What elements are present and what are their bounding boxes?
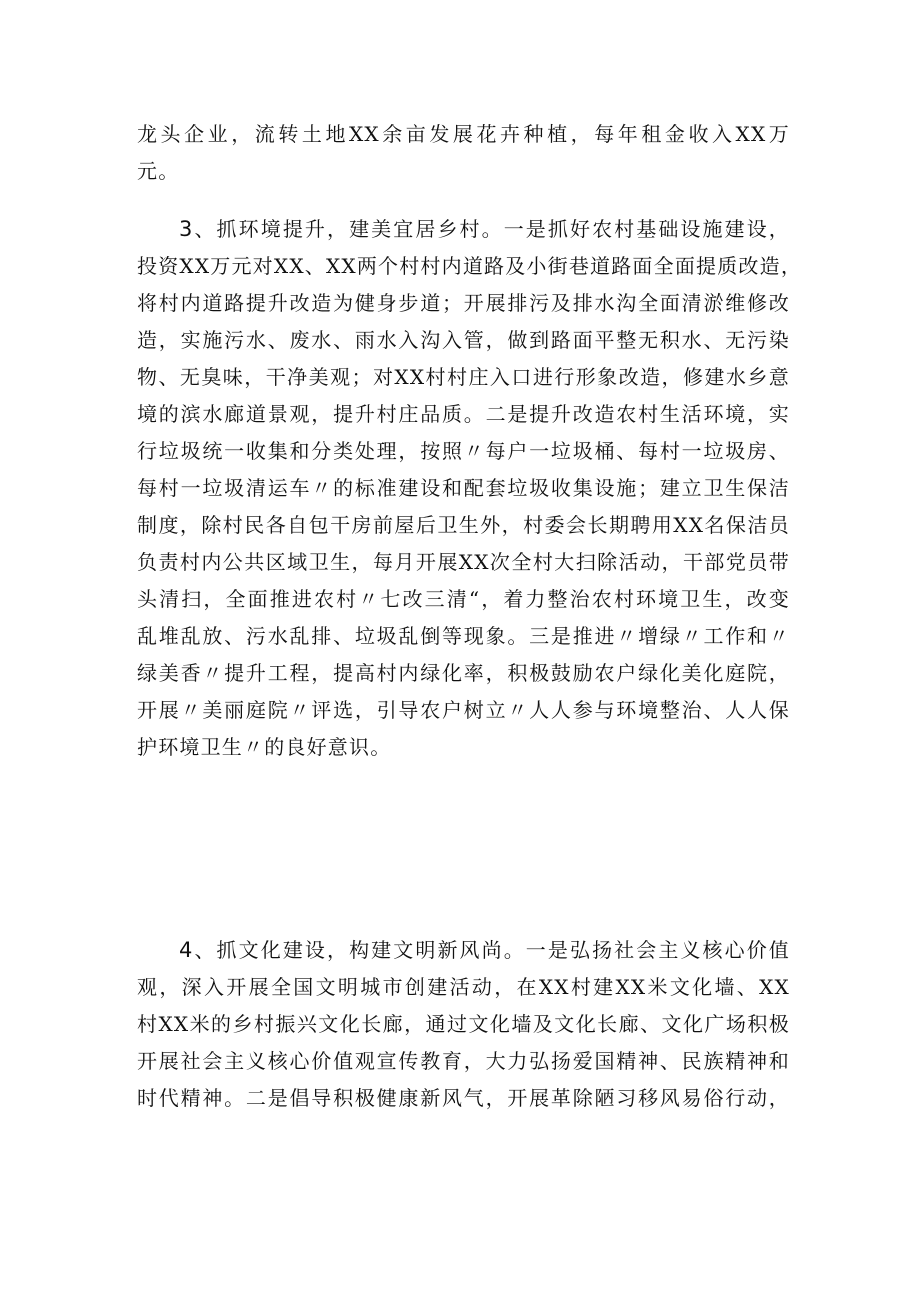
text-line: 护环境卫生〃的良好意识。 <box>137 735 392 759</box>
text-line: 行垃圾统一收集和分类处理，按照〃每户一垃圾桶、每村一垃圾房、 <box>137 439 790 463</box>
text-line: 元。 <box>137 159 180 183</box>
text-line: 将村内道路提升改造为健身步道；开展排污及排水沟全面清淤维修改 <box>137 291 790 315</box>
text-line: 投资XX万元对XX、XX两个村村内道路及小街巷道路面全面提质改造， <box>137 254 803 278</box>
text-line: 3、抓环境提升，建美宜居乡村。一是抓好农村基础设施建设， <box>179 217 790 241</box>
text-line: 开展社会主义核心价值观宣传教育，大力弘扬爱国精神、民族精神和 <box>137 1049 790 1073</box>
paragraph-4 <box>137 932 790 1117</box>
text-line: 每村一垃圾清运车〃的标准建设和配套垃圾收集设施；建立卫生保洁 <box>137 476 790 500</box>
paragraph-number: 4 <box>179 938 194 962</box>
text-line: 时代精神。二是倡导积极健康新风气，开展革除陋习移风易俗行动， <box>137 1086 790 1110</box>
text-line: 头清扫，全面推进农村〃七改三清“，着力整治农村环境卫生，改变 <box>137 587 790 611</box>
text-line: 绿美香〃提升工程，提高村内绿化率，积极鼓励农户绿化美化庭院， <box>137 661 790 685</box>
text-line: 境的滨水廊道景观，提升村庄品质。二是提升改造农村生活环境，实 <box>137 402 790 426</box>
text-line: 4、抓文化建设，构建文明新风尚。一是弘扬社会主义核心价值 <box>179 938 790 962</box>
text-line: 观，深入开展全国文明城市创建活动，在XX村建XX米文化墙、XX <box>137 975 790 999</box>
text-line: 物、无臭味，干净美观；对XX村村庄入口进行形象改造，修建水乡意 <box>137 365 790 389</box>
text-line: 制度，除村民各自包干房前屋后卫生外，村委会长期聘用XX名保洁员 <box>137 513 790 537</box>
paragraph-number: 3 <box>179 217 194 241</box>
text-line: 龙头企业，流转土地XX余亩发展花卉种植，每年租金收入XX万 <box>137 122 790 146</box>
paragraph-continued <box>137 116 790 190</box>
text-line: 负责村内公共区域卫生，每月开展XX次全村大扫除活动，干部党员带 <box>137 550 790 574</box>
text-line: 造，实施污水、废水、雨水入沟入管，做到路面平整无积水、无污染 <box>137 328 790 352</box>
text-line: 乱堆乱放、污水乱排、垃圾乱倒等现象。三是推进〃增绿〃工作和〃 <box>137 624 790 648</box>
paragraph-3 <box>137 211 803 766</box>
text-line: 开展〃美丽庭院〃评选，引导农户树立〃人人参与环境整治、人人保 <box>137 698 790 722</box>
text-line: 村XX米的乡村振兴文化长廊，通过文化墙及文化长廊、文化广场积极 <box>137 1012 790 1036</box>
